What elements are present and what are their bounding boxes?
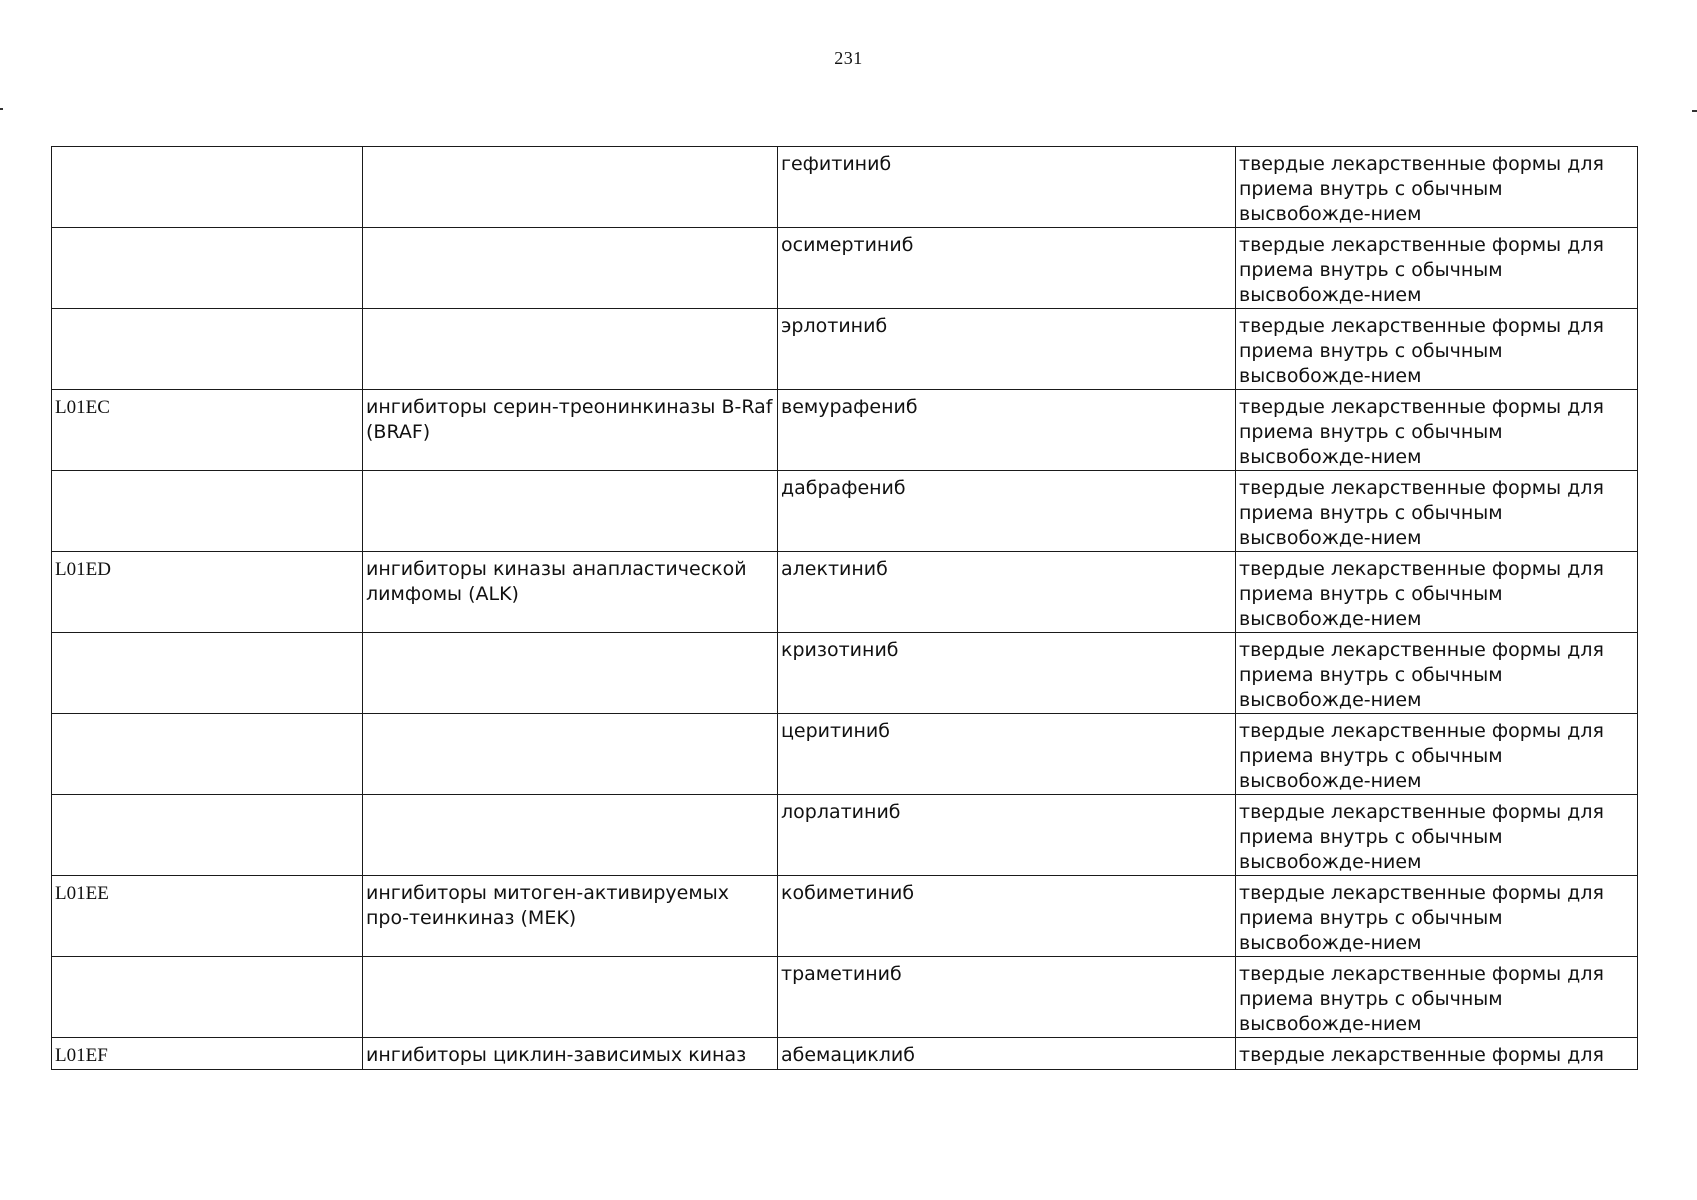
drug-name-cell: алектиниб (778, 552, 1236, 633)
drug-name-cell: гефитиниб (778, 147, 1236, 228)
dosage-form-cell: твердые лекарственные формы для приема внутрь с обычным высвобожде-нием (1236, 309, 1638, 390)
atc-code-cell: L01EC (52, 390, 363, 471)
table-row (52, 714, 1638, 795)
pharm-group-cell (363, 147, 778, 228)
pharm-group-cell (363, 714, 778, 795)
pharm-group-cell: ингибиторы циклин-зависимых киназ (363, 1038, 778, 1070)
dosage-form-cell: твердые лекарственные формы для приема внутрь с обычным высвобожде-нием (1236, 147, 1638, 228)
page-number: 231 (834, 48, 863, 68)
scan-edge-mark-right (1692, 110, 1697, 112)
table-row (52, 390, 1638, 471)
pharm-group-cell: ингибиторы митоген-активируемых про-теинкиназ (MEK) (363, 876, 778, 957)
drug-name-cell: лорлатиниб (778, 795, 1236, 876)
dosage-form-cell: твердые лекарственные формы для приема внутрь с обычным высвобожде-нием (1236, 714, 1638, 795)
dosage-form-cell: твердые лекарственные формы для приема внутрь с обычным высвобожде-нием (1236, 633, 1638, 714)
pharm-group-cell (363, 957, 778, 1038)
table-row (52, 471, 1638, 552)
dosage-form-cell: твердые лекарственные формы для приема внутрь с обычным высвобожде-нием (1236, 471, 1638, 552)
table-row (52, 633, 1638, 714)
drug-name-cell: осимертиниб (778, 228, 1236, 309)
dosage-form-cell: твердые лекарственные формы для приема внутрь с обычным высвобожде-нием (1236, 957, 1638, 1038)
drug-name-cell: траметиниб (778, 957, 1236, 1038)
table-row (52, 552, 1638, 633)
dosage-form-cell: твердые лекарственные формы для приема внутрь с обычным высвобожде-нием (1236, 795, 1638, 876)
drug-table-body (52, 147, 1638, 1070)
drug-name-cell: кобиметиниб (778, 876, 1236, 957)
drug-name-cell: вемурафениб (778, 390, 1236, 471)
atc-code-cell (52, 795, 363, 876)
pharm-group-cell (363, 633, 778, 714)
pharm-group-cell (363, 228, 778, 309)
table-row (52, 876, 1638, 957)
drug-name-cell: эрлотиниб (778, 309, 1236, 390)
atc-code-cell (52, 633, 363, 714)
pharm-group-cell: ингибиторы серин-треонинкиназы B-Raf (BRAF) (363, 390, 778, 471)
table-row (52, 795, 1638, 876)
pharm-group-cell: ингибиторы киназы анапластической лимфомы (ALK) (363, 552, 778, 633)
atc-code-cell (52, 957, 363, 1038)
atc-code-cell (52, 309, 363, 390)
table-row (52, 147, 1638, 228)
drug-name-cell: церитиниб (778, 714, 1236, 795)
drug-name-cell: кризотиниб (778, 633, 1236, 714)
atc-code-cell: L01EE (52, 876, 363, 957)
atc-code-cell: L01EF (52, 1038, 363, 1070)
atc-code-cell (52, 228, 363, 309)
table-row (52, 228, 1638, 309)
drug-table (51, 146, 1638, 1070)
dosage-form-cell: твердые лекарственные формы для приема внутрь с обычным высвобожде-нием (1236, 228, 1638, 309)
table-row (52, 1038, 1638, 1070)
dosage-form-cell: твердые лекарственные формы для приема внутрь с обычным высвобожде-нием (1236, 552, 1638, 633)
scan-edge-mark-left (0, 108, 3, 110)
dosage-form-cell: твердые лекарственные формы для (1236, 1038, 1638, 1070)
atc-code-cell (52, 714, 363, 795)
atc-code-cell: L01ED (52, 552, 363, 633)
drug-name-cell: абемациклиб (778, 1038, 1236, 1070)
table-row (52, 309, 1638, 390)
pharm-group-cell (363, 309, 778, 390)
pharm-group-cell (363, 795, 778, 876)
pharm-group-cell (363, 471, 778, 552)
atc-code-cell (52, 147, 363, 228)
table-row (52, 957, 1638, 1038)
dosage-form-cell: твердые лекарственные формы для приема внутрь с обычным высвобожде-нием (1236, 876, 1638, 957)
drug-name-cell: дабрафениб (778, 471, 1236, 552)
atc-code-cell (52, 471, 363, 552)
dosage-form-cell: твердые лекарственные формы для приема внутрь с обычным высвобожде-нием (1236, 390, 1638, 471)
